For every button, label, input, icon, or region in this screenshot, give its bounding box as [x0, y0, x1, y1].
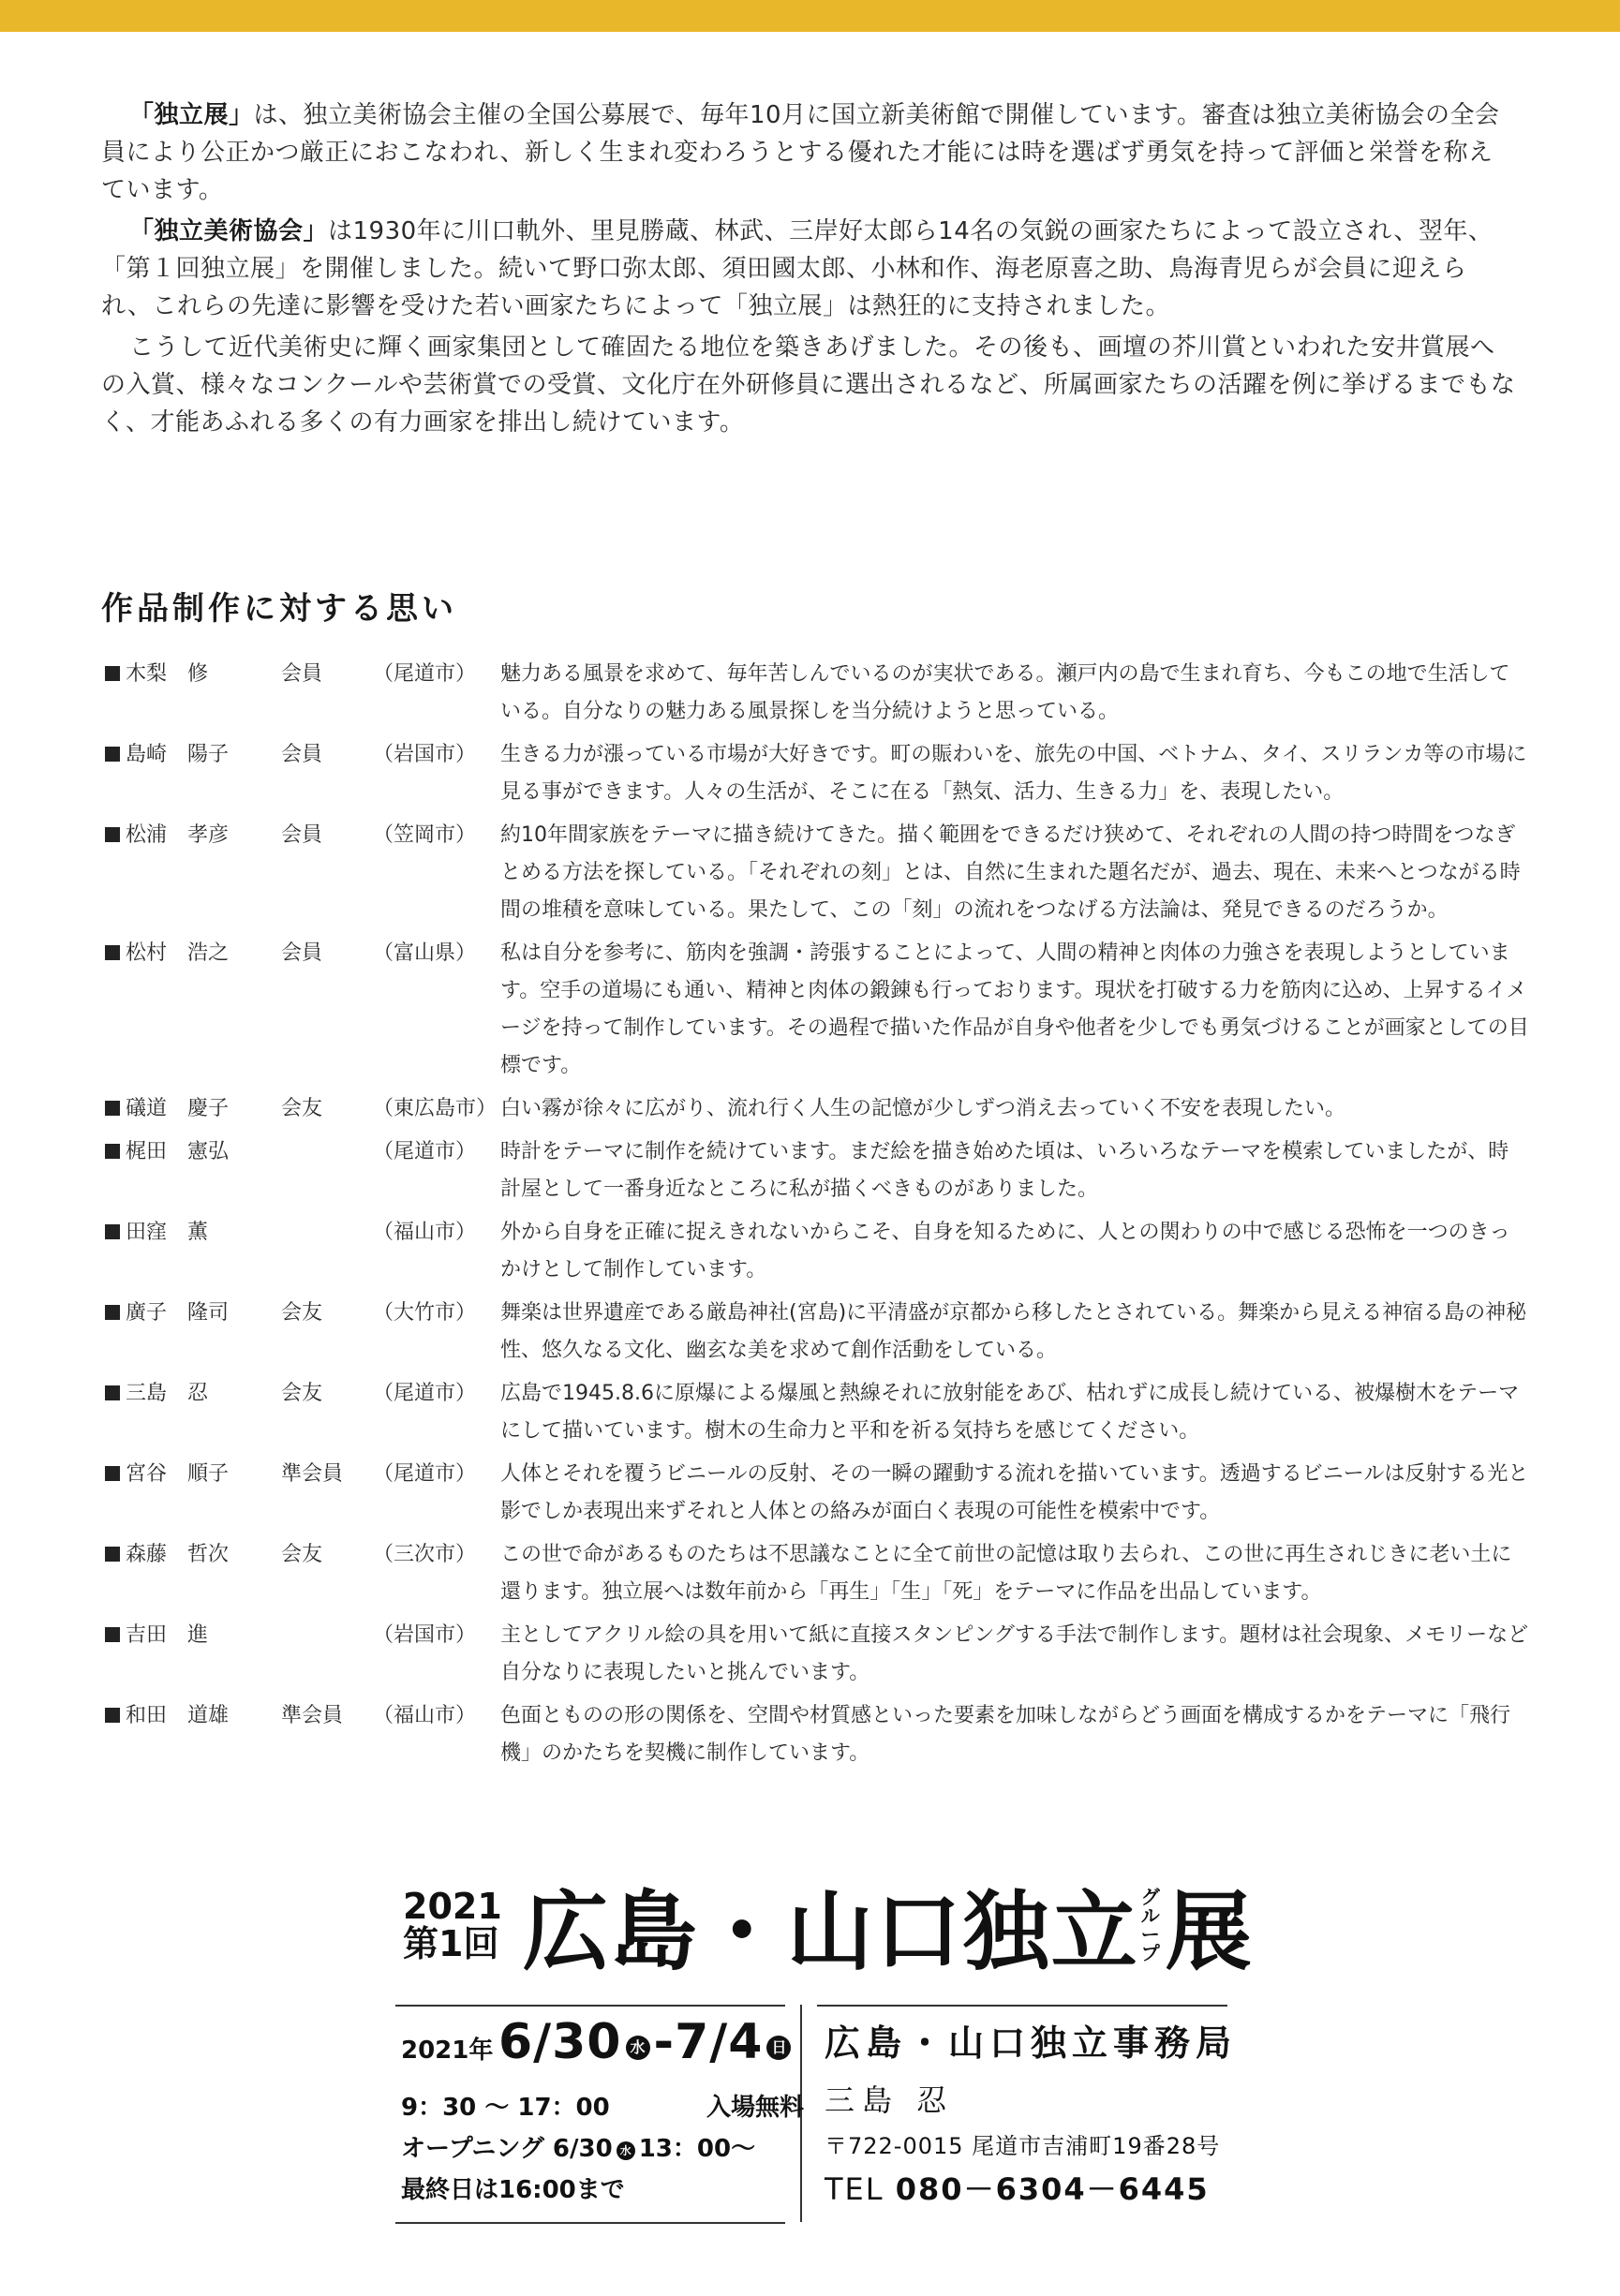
bullet-square-icon: [105, 1708, 120, 1723]
intro-text-2: は1930年に川口軌外、里見勝蔵、林武、三岸好太郎ら14名の気鋭の画家たちによって設立され、翌年、「第１回独立展」を開催しました。続いて野口弥太郎、須田國太郎、小林和作、海老原喜之助、鳥海青児らが会員に迎えられ、これらの先達に影響を受けた若い画家たちによって「独立展」は熱狂的に支持されました。: [101, 217, 1494, 320]
title-suffix: 展: [1165, 1882, 1252, 1982]
artist-name: [105, 817, 281, 929]
artist-rank: 会友: [281, 1543, 323, 1566]
bullet-square-icon: [105, 1547, 120, 1562]
top-color-band: [0, 0, 1620, 32]
artist-name-text: 島崎 陽子: [126, 743, 230, 766]
bullet-square-icon: [105, 1305, 120, 1320]
artist-rank: 準会員: [281, 1462, 344, 1486]
artist-name-text: 吉田 進: [126, 1623, 209, 1647]
artist-city: （尾道市）: [373, 662, 477, 686]
artist-entry: [105, 1617, 1529, 1692]
artist-statement: 魅力ある風景を求めて、毎年苦しんでいるのが実状である。瀬戸内の島で生まれ育ち、今もこの地で生活している。自分なりの魅力ある風景探しを当分続けようと思っている。: [500, 662, 1510, 723]
artist-statement: 生きる力が漲っている市場が大好きです。町の賑わいを、旅先の中国、ベトナム、タイ、スリランカ等の市場に見る事ができます。人々の生活が、そこに在る「熱気、活力、生きる力」を、表現したい。: [500, 743, 1527, 804]
artist-name-text: 松村 浩之: [126, 941, 230, 965]
artist-name-text: 和田 道雄: [126, 1704, 230, 1727]
divider-right-top: [817, 2005, 1227, 2007]
artist-rank: 会友: [281, 1382, 323, 1405]
exhibition-hours: [401, 2087, 804, 2211]
artist-name-text: 梶田 憲弘: [126, 1140, 230, 1163]
artist-name: [105, 1617, 281, 1692]
artist-name-text: 宮谷 順子: [126, 1462, 230, 1486]
artist-entry: [105, 935, 1529, 1085]
bullet-square-icon: [105, 1144, 120, 1159]
intro-term-association: 「独立美術協会」: [129, 217, 329, 245]
artist-city: （福山市）: [373, 1221, 477, 1244]
artist-rank: [281, 1133, 373, 1208]
office-name: 広島・山口独立事務局: [825, 2022, 1238, 2064]
opening-time: 13：00〜: [638, 2135, 756, 2163]
tel-label: TEL: [825, 2171, 884, 2207]
weekday-badge-opening: 水: [617, 2141, 635, 2160]
artist-name: [105, 656, 281, 731]
artist-rank: 会友: [281, 1301, 323, 1325]
date-end: 7/4: [675, 2014, 764, 2070]
artist-statement: 外から自身を正確に捉えきれないからこそ、自身を知るために、人との関わりの中で感じる恐怖を一つのきっかけとして制作しています。: [500, 1221, 1510, 1281]
artist-entry: [105, 1295, 1529, 1370]
artist-statement: 白い霧が徐々に広がり、流れ行く人生の記憶が少しずつ消え去っていく不安を表現したい。: [500, 1097, 1346, 1120]
artist-name: [105, 1536, 281, 1611]
group-tag-char: プ: [1140, 1942, 1160, 1964]
artist-city: （岩国市）: [373, 1623, 477, 1647]
bullet-square-icon: [105, 666, 120, 681]
divider-left-bottom: [395, 2222, 785, 2224]
artist-city: （富山県）: [373, 941, 477, 965]
artist-entry: [105, 1133, 1529, 1208]
artist-name-text: 木梨 修: [126, 662, 209, 686]
artist-rank: 会友: [281, 1097, 323, 1120]
artist-statement: 時計をテーマに制作を続けています。まだ絵を描き始めた頃は、いろいろなテーマを模索していましたが、時計屋として一番身近なところに私が描くべきものがありました。: [500, 1140, 1509, 1201]
artist-statement: 色面とものの形の関係を、空間や材質感といった要素を加味しながらどう画面を構成するかをテーマに「飛行機」のかたちを契機に制作しています。: [500, 1704, 1511, 1765]
artist-entry: [105, 1375, 1529, 1450]
artist-name: [105, 1295, 281, 1370]
artist-entry: [105, 817, 1529, 929]
date-separator: -: [653, 2014, 676, 2070]
artist-rank: 会員: [281, 941, 323, 965]
artist-city: （大竹市）: [373, 1301, 477, 1325]
artist-name-text: 森藤 哲次: [126, 1543, 230, 1566]
artist-entry: [105, 736, 1529, 811]
artist-name: [105, 1697, 281, 1772]
title-group-tag: [1141, 1888, 1160, 1963]
artist-rank: 会員: [281, 662, 323, 686]
artist-city: （三次市）: [373, 1543, 477, 1566]
tel-number: 080－6304－6445: [895, 2171, 1210, 2207]
artist-rank: 準会員: [281, 1704, 344, 1727]
artist-entry: [105, 1090, 1529, 1128]
divider-left-top: [395, 2005, 785, 2007]
intro-paragraph-3: こうして近代美術史に輝く画家集団として確固たる地位を築きあげました。その後も、画壇の芥川賞といわれた安井賞展への入賞、様々なコンクールや芸術賞での受賞、文化庁在外研修員に選出されるなど、所属画家たちの活躍を例に挙げるまでもなく、才能あふれる多くの有力画家を排出し続けています。: [101, 333, 1516, 437]
artist-name: [105, 1456, 281, 1531]
artist-statement: 私は自分を参考に、筋肉を強調・誇張することによって、人間の精神と肉体の力強さを表現しようとしています。空手の道場にも通い、精神と肉体の鍛錬も行っております。現状を打破する力を筋肉に込め、上昇するイメージを持って制作しています。その過程で描いた作品が自身や他者を少しでも勇気づけることが画家としての目標です。: [500, 941, 1529, 1077]
bullet-square-icon: [105, 1101, 120, 1116]
artist-name-text: 田窪 薫: [126, 1221, 209, 1244]
artist-statement: 約10年間家族をテーマに描き続けてきた。描く範囲をできるだけ狭めて、それぞれの人間の持つ時間をつなぎとめる方法を探している。「それぞれの刻」とは、自然に生まれた題名だが、過去、現在、未来へとつながる時間の堆積を意味している。果たして、この「刻」の流れをつなげる方法論は、発見できるのだろうか。: [500, 823, 1521, 922]
bullet-square-icon: [105, 747, 120, 762]
hours-row: [401, 2087, 804, 2128]
artist-list: [105, 656, 1529, 1778]
artist-city: （笠岡市）: [373, 823, 477, 847]
exhibition-dates: [401, 2014, 795, 2070]
opening-ceremony: [401, 2128, 804, 2170]
title-main: 広島・山口独立: [522, 1882, 1139, 1982]
bullet-square-icon: [105, 827, 120, 842]
office-contact: [825, 2014, 1237, 2209]
title-year: 2021: [403, 1886, 502, 1927]
bullet-square-icon: [105, 1385, 120, 1400]
artist-name-text: 礒道 慶子: [126, 1097, 230, 1120]
artist-statement: 広島で1945.8.6に原爆による爆風と熱線それに放射能をあび、枯れずに成長し続けている、被爆樹木をテーマにして描いています。樹木の生命力と平和を祈る気持ちを感じてください。: [500, 1382, 1520, 1443]
artist-statement: 舞楽は世界遺産である厳島神社(宮島)に平清盛が京都から移したとされている。舞楽から見える神宿る島の神秘性、悠久なる文化、幽玄な美を求めて創作活動をしている。: [500, 1301, 1527, 1362]
opening-hours: 9：30 〜 17：00: [401, 2094, 610, 2122]
artist-rank: [281, 1214, 373, 1289]
admission-free: 入場無料: [706, 2094, 804, 2122]
artist-statement: 主としてアクリル絵の具を用いて紙に直接スタンピングする手法で制作します。題材は社会現象、メモリーなど自分なりに表現したいと挑んでいます。: [500, 1623, 1529, 1684]
artist-name: [105, 1090, 281, 1128]
artist-entry: [105, 1456, 1529, 1531]
bullet-square-icon: [105, 1466, 120, 1481]
artist-city: （東広島市）: [373, 1097, 498, 1120]
artist-entry: [105, 1536, 1529, 1611]
artist-rank: 会員: [281, 743, 323, 766]
intro-term-dokuritsuten: 「独立展」: [129, 101, 254, 129]
artist-city: （尾道市）: [373, 1140, 477, 1163]
artist-name: [105, 736, 281, 811]
last-day-note: 最終日は16:00まで: [401, 2176, 625, 2204]
group-tag-char: ル: [1140, 1904, 1160, 1927]
bullet-square-icon: [105, 945, 120, 960]
artist-name: [105, 1214, 281, 1289]
contact-person: 三島 忍: [825, 2082, 955, 2118]
opening-label: オープニング 6/30: [401, 2135, 613, 2163]
title-edition: 第1回: [403, 1923, 499, 1964]
title-year-block: [403, 1888, 502, 1963]
artist-entry: [105, 1214, 1529, 1289]
artist-city: （尾道市）: [373, 1462, 477, 1486]
intro-paragraph-1: [101, 96, 1518, 209]
intro-section: [101, 96, 1518, 445]
date-start: 6/30: [498, 2014, 622, 2070]
artist-rank: [281, 1617, 373, 1692]
artist-statement: この世で命があるものたちは不思議なことに全て前世の記憶は取り去られ、この世に再生されじきに老い土に還ります。独立展へは数年前から「再生」「生」「死」をテーマに作品を出品しています。: [500, 1543, 1512, 1604]
section-title: 作品制作に対する思い: [101, 590, 457, 628]
bullet-square-icon: [105, 1627, 120, 1642]
artist-rank: 会員: [281, 823, 323, 847]
exhibition-title: [403, 1874, 1252, 1982]
artist-city: （福山市）: [373, 1704, 477, 1727]
artist-name-text: 廣子 隆司: [126, 1301, 230, 1325]
date-year: 2021年: [401, 2037, 494, 2065]
intro-paragraph-2: [101, 213, 1518, 325]
group-tag-char: グ: [1140, 1886, 1160, 1908]
weekday-badge-start: 水: [626, 2036, 650, 2060]
office-phone: [825, 2166, 1237, 2209]
intro-text-1: は、独立美術協会主催の全国公募展で、毎年10月に国立新美術館で開催しています。審査は独立美術協会の全会員により公正かつ厳正におこなわれ、新しく生まれ変わろうとする優れた才能には時を選ばず勇気を持って評価と栄誉を称えています。: [101, 101, 1500, 204]
artist-name: [105, 935, 281, 1085]
office-address: 〒722-0015 尾道市吉浦町19番28号: [825, 2133, 1221, 2159]
artist-entry: [105, 1697, 1529, 1772]
artist-entry: [105, 656, 1529, 731]
artist-city: （尾道市）: [373, 1382, 477, 1405]
artist-name: [105, 1375, 281, 1450]
artist-statement: 人体とそれを覆うビニールの反射、その一瞬の躍動する流れを描いています。透過するビニールは反射する光と影でしか表現出来ずそれと人体との絡みが面白く表現の可能性を模索中です。: [500, 1462, 1529, 1523]
artist-name-text: 三島 忍: [126, 1382, 209, 1405]
group-tag-char: ー: [1140, 1923, 1160, 1946]
weekday-badge-end: 日: [766, 2036, 791, 2060]
artist-city: （岩国市）: [373, 743, 477, 766]
bullet-square-icon: [105, 1224, 120, 1239]
artist-name: [105, 1133, 281, 1208]
artist-name-text: 松浦 孝彦: [126, 823, 230, 847]
